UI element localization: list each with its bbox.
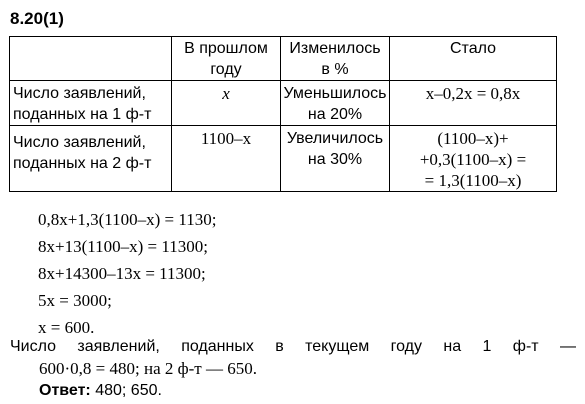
header-text: Изменилось [289,40,381,57]
header-cell-became [390,37,557,81]
data-table [9,36,557,192]
cell-text: +0,3(1100–x) = [419,150,527,169]
conclusion-line: Число заявлений, поданных в текущем году на 1 ф-т — [10,338,576,355]
equation-line: 8x+14300–13x = 11300; [38,264,206,283]
cell-changed [281,81,390,126]
cell-last-year [172,126,281,192]
cell-became [390,126,557,192]
equation-line: x = 600. [38,318,95,337]
header-text: В прошлом [184,40,268,57]
conclusion-text [10,336,576,380]
cell-text: = 1,3(1100–x) [424,171,522,190]
row-label-cell [10,81,172,126]
row-label-text: поданных на 2 ф-т [13,155,152,172]
equation-line: 0,8x+1,3(1100–x) = 1130; [38,210,217,229]
cell-became [390,81,557,126]
answer-label: Ответ: [39,382,91,399]
solution-equations [38,206,216,341]
header-cell-changed [281,37,390,81]
cell-text: на 30% [307,151,363,168]
header-cell-label [10,37,172,81]
cell-text: Уменьшилось [283,85,387,102]
cell-text: (1100–x)+ [437,129,509,148]
cell-text: 1100–x [200,129,252,148]
equation-line: 8x+13(1100–x) = 11300; [38,237,208,256]
table-row [10,81,557,126]
answer [39,380,162,402]
header-cell-last-year [172,37,281,81]
cell-text: x [222,84,230,103]
cell-text: x–0,2x = 0,8x [425,84,521,103]
table-row [10,126,557,192]
cell-changed [281,126,390,192]
cell-text: Увеличилось [286,130,384,147]
equation-line: 5x = 3000; [38,291,112,310]
header-text: Стало [449,40,496,57]
row-label-text: поданных на 1 ф-т [13,106,152,123]
row-label-text: Число заявлений, [13,85,146,102]
row-label-cell [10,126,172,192]
table-header-row [10,37,557,81]
row-label-text: Число заявлений, [13,134,146,151]
answer-value: 480; 650. [90,382,162,399]
cell-text: на 20% [307,106,363,123]
header-text: в % [321,61,349,78]
problem-number: 8.20(1) [10,9,64,28]
cell-last-year [172,81,281,126]
conclusion-line: 600·0,8 = 480; на 2 ф-т — 650. [39,359,257,378]
header-text: году [210,61,242,78]
